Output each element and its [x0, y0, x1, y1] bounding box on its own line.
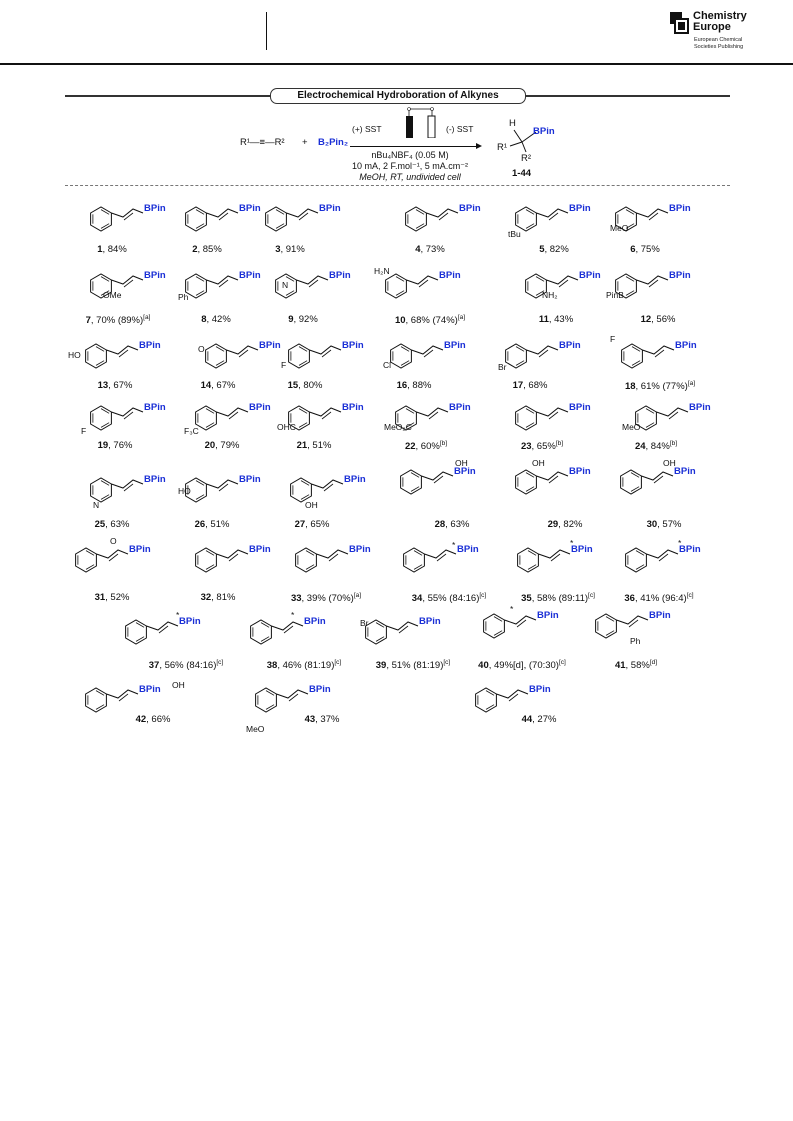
bpin-label: BPin	[419, 616, 441, 627]
compound-caption-38: 38, 46% (81:19)[c]	[266, 659, 342, 672]
bpin-label: BPin	[569, 402, 591, 413]
compound-caption-8: 8, 42%	[201, 314, 231, 325]
compound-caption-30: 30, 57%	[646, 519, 682, 530]
bpin-label: BPin	[239, 474, 261, 485]
product-r1: R¹	[497, 142, 508, 153]
condition-3: MeOH, RT, undivided cell	[359, 172, 461, 182]
substituent-label: Br	[498, 362, 507, 372]
compound-caption-12: 12, 56%	[640, 314, 676, 325]
substituent-label: O	[198, 344, 205, 354]
compound-caption-29: 29, 82%	[547, 519, 583, 530]
bpin-label: BPin	[669, 270, 691, 281]
bpin-label: BPin	[559, 340, 581, 351]
substituent-label: OH	[455, 458, 468, 468]
compound-caption-4: 4, 73%	[415, 244, 445, 255]
bpin-label: BPin	[309, 684, 331, 695]
logo-subtitle: European Chemical Societies Publishing	[694, 37, 744, 50]
substituent-label: Cl	[383, 360, 392, 370]
bpin-label: BPin	[569, 466, 591, 477]
bpin-label: BPin	[675, 340, 697, 351]
condition-1: nBu₄NBF₄ (0.05 M)	[371, 150, 449, 160]
compound-caption-31: 31, 52%	[94, 592, 130, 603]
bpin-label: BPin	[679, 544, 701, 555]
compound-caption-35: 35, 58% (89:11)[c]	[521, 592, 595, 605]
bpin-label: BPin	[689, 402, 711, 413]
bpin-label: BPin	[537, 610, 559, 621]
reactant-alkyne: R¹—≡—R²	[240, 137, 285, 148]
substituent-label: Ph	[630, 636, 641, 646]
bpin-label: BPin	[249, 402, 271, 413]
compound-caption-37: 37, 56% (84:16)[c]	[148, 659, 224, 672]
substituent-label: *	[291, 610, 295, 620]
substituent-label: OH	[172, 680, 185, 690]
compound-caption-16: 16, 88%	[396, 380, 432, 391]
bpin-label: BPin	[342, 402, 364, 413]
substituent-label: *	[510, 604, 514, 614]
compound-caption-3: 3, 91%	[275, 244, 305, 255]
compound-caption-21: 21, 51%	[296, 440, 332, 451]
bpin-label: BPin	[454, 466, 476, 477]
compound-30	[615, 458, 755, 522]
compound-caption-2: 2, 85%	[192, 244, 222, 255]
scheme-title: Electrochemical Hydroboration of Alkynes	[270, 88, 526, 104]
bpin-label: BPin	[319, 203, 341, 214]
product-label: 1-44	[512, 168, 532, 179]
bpin-label: BPin	[129, 544, 151, 555]
bpin-label: BPin	[144, 402, 166, 413]
electrode-icon	[404, 106, 440, 138]
bpin-label: BPin	[329, 270, 351, 281]
compound-caption-39: 39, 51% (81:19)[c]	[375, 659, 451, 672]
substituent-label: HO	[178, 486, 191, 496]
product-r2: R²	[521, 153, 532, 164]
compound-36	[620, 540, 760, 600]
compound-caption-1: 1, 84%	[97, 244, 127, 255]
substituent-label: H₂N	[374, 266, 390, 276]
compound-caption-14: 14, 67%	[200, 380, 236, 391]
substituent-label: HO	[68, 350, 81, 360]
substituent-label: F	[610, 334, 616, 344]
compound-caption-13: 13, 67%	[97, 380, 133, 391]
compound-caption-27: 27, 65%	[294, 519, 330, 530]
substituent-label: F₃C	[184, 426, 199, 436]
compound-caption-6: 6, 75%	[630, 244, 660, 255]
bpin-label: BPin	[569, 203, 591, 214]
scheme-separator	[65, 185, 730, 186]
bpin-label: BPin	[249, 544, 271, 555]
substituent-label: *	[176, 610, 180, 620]
logo-title: Chemistry Europe	[693, 10, 747, 33]
compound-caption-32: 32, 81%	[200, 592, 236, 603]
header-divider	[266, 12, 267, 50]
substituent-label: OH	[305, 500, 318, 510]
bpin-label: BPin	[144, 270, 166, 281]
substituent-label: tBu	[508, 229, 521, 239]
substituent-label: OH	[532, 458, 545, 468]
bpin-label: BPin	[457, 544, 479, 555]
compound-caption-36: 36, 41% (96:4)[c]	[624, 592, 694, 605]
bpin-label: BPin	[439, 270, 461, 281]
substituent-label: MeO	[610, 223, 629, 233]
bpin-label: BPin	[449, 402, 471, 413]
compound-44	[470, 680, 610, 740]
compound-43	[246, 680, 390, 740]
bpin-label: BPin	[179, 616, 201, 627]
bpin-label: BPin	[304, 616, 326, 627]
compound-caption-23: 23, 65%[b]	[520, 440, 564, 453]
compound-caption-41: 41, 58%[d]	[614, 659, 658, 672]
product-h: H	[509, 118, 516, 129]
bpin-label: BPin	[571, 544, 593, 555]
reagent-b2pin2: B₂Pin₂	[318, 137, 349, 148]
substituent-label: OMe	[103, 290, 122, 300]
substituent-label: F	[81, 426, 87, 436]
substituent-label: F	[281, 360, 287, 370]
compound-caption-24: 24, 84%[b]	[634, 440, 678, 453]
compound-caption-25: 25, 63%	[94, 519, 130, 530]
bpin-label: BPin	[344, 474, 366, 485]
anode-label: (+) SST	[352, 124, 382, 134]
header-rule	[0, 63, 793, 65]
substituent-label: Ph	[178, 292, 189, 302]
bpin-label: BPin	[669, 203, 691, 214]
bpin-label: BPin	[239, 203, 261, 214]
compound-caption-33: 33, 39% (70%)[a]	[290, 592, 362, 605]
bpin-label: BPin	[579, 270, 601, 281]
logo-mark-icon	[670, 12, 689, 34]
chemistry-europe-logo	[670, 12, 780, 56]
substituent-label: PinB	[606, 290, 624, 300]
substituent-label: *	[678, 538, 682, 548]
substituent-label: N	[282, 280, 289, 290]
compound-caption-5: 5, 82%	[539, 244, 569, 255]
plus-sign: +	[302, 137, 308, 148]
bpin-label: BPin	[649, 610, 671, 621]
bpin-label: BPin	[674, 466, 696, 477]
substituent-label: N	[93, 500, 100, 510]
bpin-label: BPin	[342, 340, 364, 351]
substituent-label: MeO₂C	[384, 422, 412, 432]
reaction-arrow	[350, 146, 480, 147]
compound-12	[606, 266, 750, 326]
compound-caption-43: 43, 37%	[304, 714, 340, 725]
bpin-label: BPin	[459, 203, 481, 214]
compound-41	[590, 606, 730, 666]
compound-caption-42: 42, 66%	[135, 714, 171, 725]
substituent-label: OH	[663, 458, 676, 468]
bpin-label: BPin	[144, 203, 166, 214]
compound-caption-44: 44, 27%	[521, 714, 557, 725]
compound-caption-34: 34, 55% (84:16)[c]	[411, 592, 487, 605]
cathode-label: (-) SST	[446, 124, 474, 134]
substituent-label: NH₂	[542, 290, 558, 300]
compound-caption-10: 10, 68% (74%)[a]	[394, 314, 466, 327]
compound-caption-15: 15, 80%	[287, 380, 323, 391]
bpin-label: BPin	[529, 684, 551, 695]
compound-caption-28: 28, 63%	[434, 519, 470, 530]
bpin-label: BPin	[139, 684, 161, 695]
condition-2: 10 mA, 2 F.mol⁻¹, 5 mA.cm⁻²	[351, 161, 469, 171]
substituent-label: O	[110, 536, 117, 546]
substituent-label: *	[570, 538, 574, 548]
substituent-label: MeO	[622, 422, 641, 432]
bpin-label: BPin	[139, 340, 161, 351]
compound-caption-19: 19, 76%	[97, 440, 133, 451]
compound-caption-40: 40, 49%[d], (70:30)[c]	[478, 659, 566, 672]
bpin-label: BPin	[349, 544, 371, 555]
compound-31	[70, 536, 210, 600]
bpin-label: BPin	[144, 474, 166, 485]
bpin-label: BPin	[239, 270, 261, 281]
substituent-label: *	[452, 540, 456, 550]
compound-caption-18: 18, 61% (77%)[a]	[624, 380, 696, 393]
bpin-label: BPin	[444, 340, 466, 351]
substituent-label: OHC	[277, 422, 296, 432]
compound-caption-26: 26, 51%	[194, 519, 230, 530]
bpin-label: BPin	[259, 340, 281, 351]
compound-caption-17: 17, 68%	[512, 380, 548, 391]
compound-caption-11: 11, 43%	[538, 314, 574, 325]
compound-caption-22: 22, 60%[b]	[404, 440, 448, 453]
compound-42	[80, 680, 220, 740]
compound-caption-9: 9, 92%	[288, 314, 318, 325]
compound-caption-7: 7, 70% (89%)[a]	[85, 314, 151, 327]
product-bpin: BPin	[533, 126, 555, 137]
substituent-label: MeO	[246, 724, 265, 734]
substituent-label: Br	[360, 618, 369, 628]
compound-caption-20: 20, 79%	[204, 440, 240, 451]
